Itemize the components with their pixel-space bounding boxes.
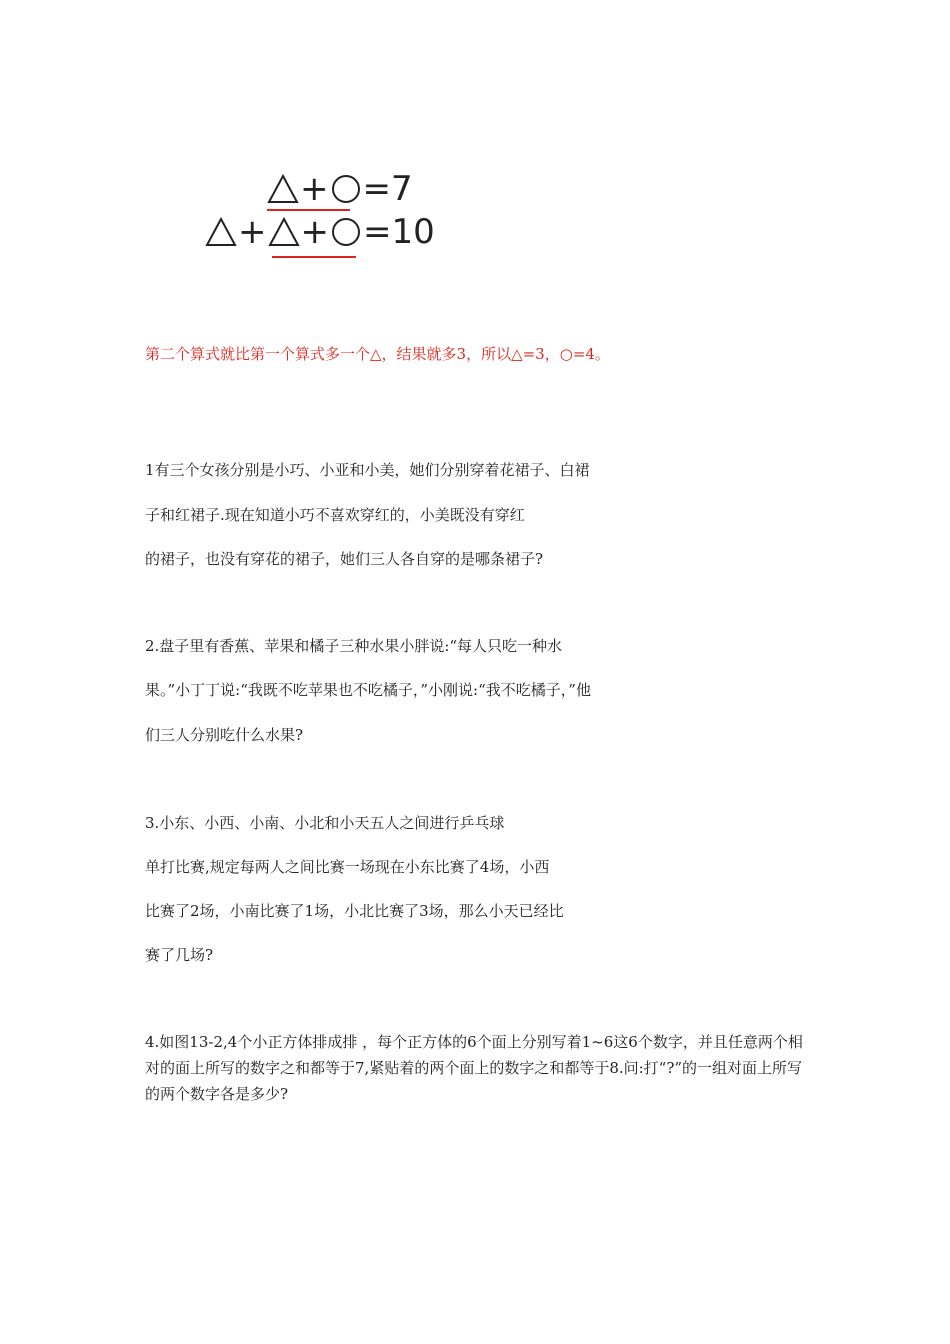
equation-2: [205, 212, 436, 252]
question-2-line-2: 果。”小丁丁说:“我既不吃苹果也不吃橘子，”小刚说:“我不吃橘子，”他: [145, 681, 591, 699]
equation-1-result: =7: [362, 169, 413, 209]
circle-icon: [330, 216, 362, 248]
plus-sign: +: [300, 169, 329, 209]
question-3-line-1: 3.小东、小西、小南、小北和小天五人之间进行乒乓球: [145, 814, 505, 832]
question-1-line-2: 子和红裙子.现在知道小巧不喜欢穿红的，小美既没有穿红: [145, 506, 525, 524]
question-3-line-3: 比赛了2场，小南比赛了1场，小北比赛了3场，那么小天已经比: [145, 902, 564, 920]
question-2-line-1: 2.盘子里有香蕉、苹果和橘子三种水果小胖说:“每人只吃一种水: [145, 637, 563, 655]
question-4-paragraph: 4.如图13-2,4个小正方体排成排 ，每个正方体的6个面上分别写着1~6这6个数字，并且任意两个相对的面上所写的数字之和都等于7,紧贴着的两个面上的数字之和都等于8.问:打“?”的一组对面上所写的两个数字各是多少?: [145, 1033, 803, 1103]
question-3-line-2: 单打比赛,规定每两人之间比赛一场现在小东比赛了4场，小西: [145, 858, 550, 876]
red-underline-1: [267, 209, 350, 211]
question-3-line-4: 赛了几场?: [145, 946, 214, 964]
equation-figure: [205, 170, 435, 265]
question-1-line-1: 1有三个女孩分别是小巧、小亚和小美，她们分别穿着花裙子、白裙: [145, 461, 590, 479]
question-2-line-3: 们三人分别吃什么水果?: [145, 726, 304, 744]
equation-1: [267, 169, 414, 209]
plus-sign: +: [300, 212, 329, 252]
triangle-icon: [205, 216, 237, 248]
circle-icon: [330, 173, 362, 205]
explanation-text: 第二个算式就比第一个算式多一个△，结果就多3，所以△=3，○=4。: [145, 345, 610, 363]
triangle-icon: [267, 173, 299, 205]
question-1-line-3: 的裙子，也没有穿花的裙子，她们三人各自穿的是哪条裙子?: [145, 550, 544, 568]
red-underline-2: [272, 256, 356, 258]
equation-2-result: =10: [363, 212, 435, 252]
triangle-icon: [268, 216, 300, 248]
plus-sign: +: [238, 212, 267, 252]
